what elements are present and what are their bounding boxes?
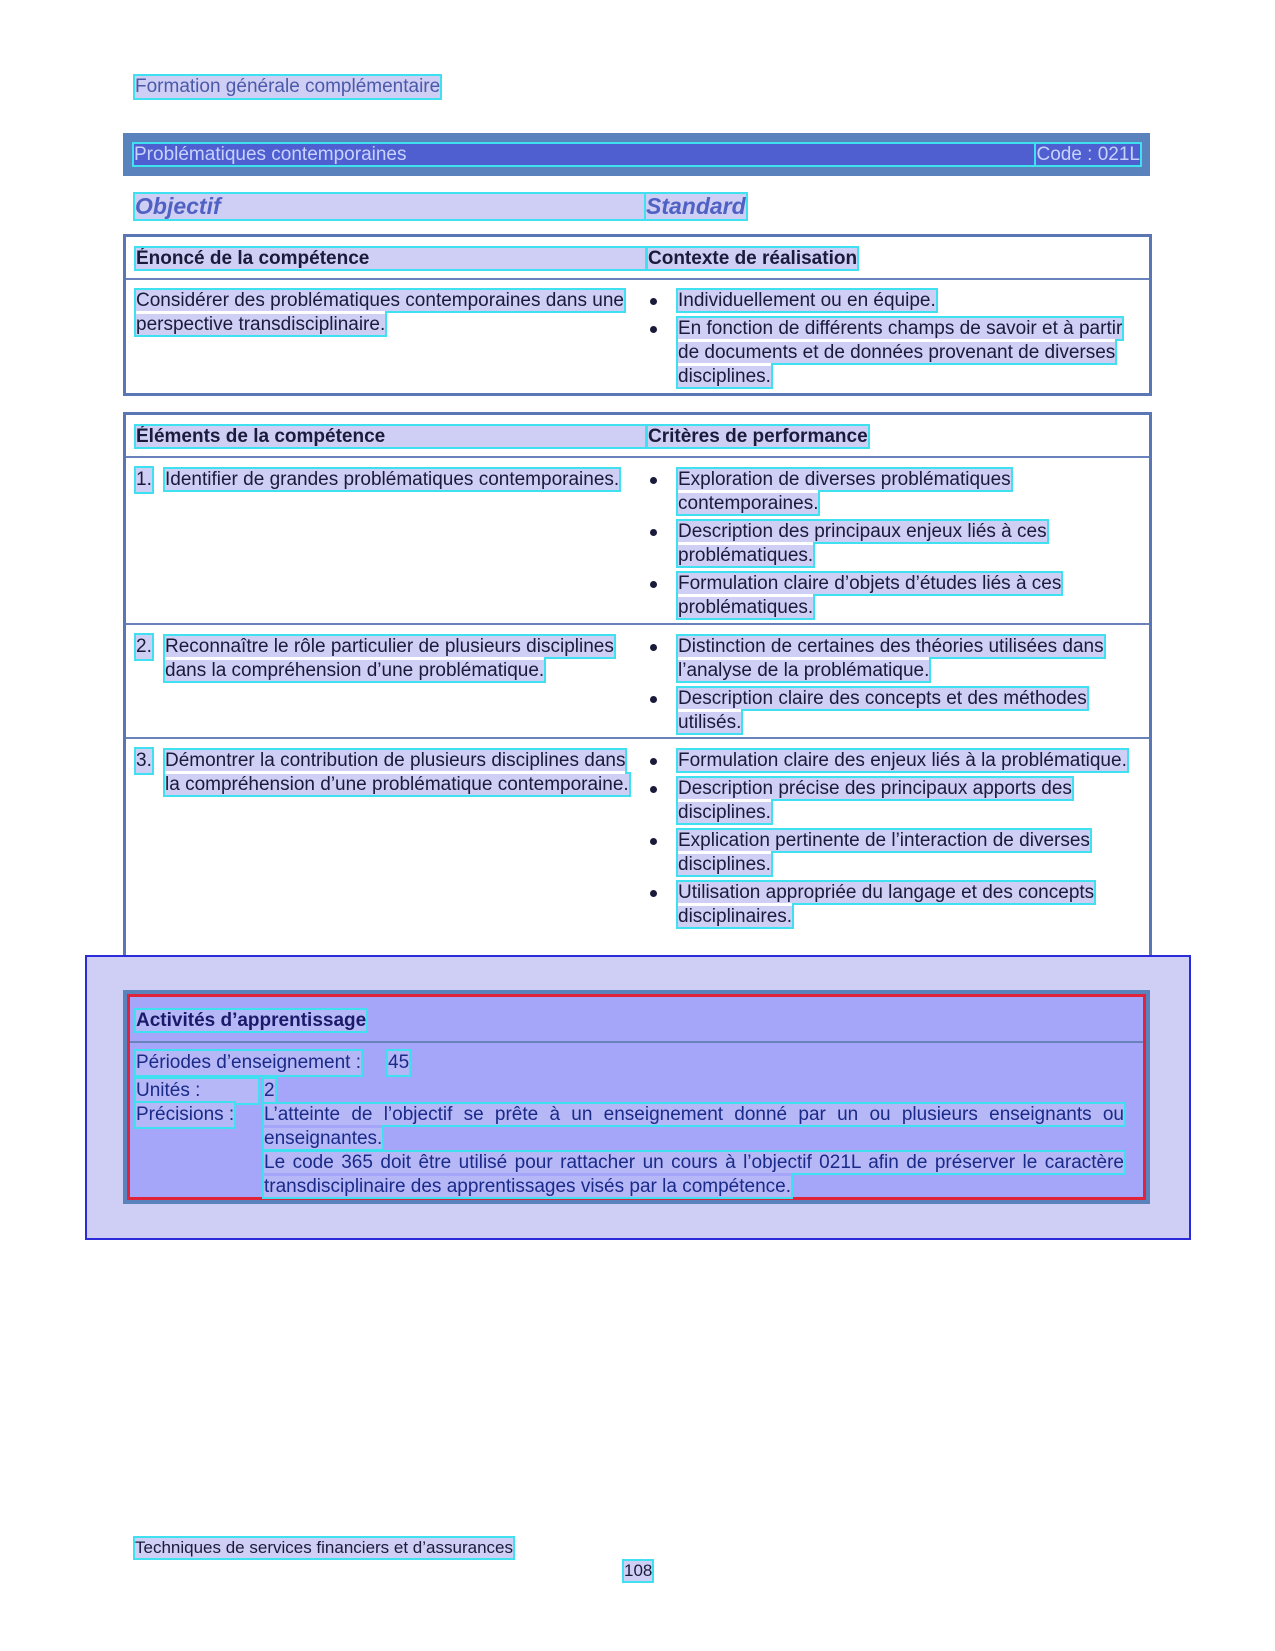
element-number: 2. [136, 636, 152, 657]
footer-program: Techniques de services financiers et d’assurances [135, 1538, 513, 1557]
criterion: Exploration de diverses problématiques contemporaines. [678, 469, 1011, 514]
criterion: Description claire des concepts et des méthodes utilisés. [678, 688, 1087, 733]
criteria-list [648, 635, 1128, 739]
element-text: Démontrer la contribution de plusieurs disciplines dans la compréhension d’une problématique contemporaine. [165, 750, 629, 795]
list-item [648, 687, 1128, 735]
competence-table-header [126, 237, 1149, 280]
activities-heading: Activités d’apprentissage [136, 1010, 367, 1031]
bullet-icon [650, 644, 657, 651]
course-title: Problématiques contemporaines [134, 144, 407, 165]
criterion: Explication pertinente de l’interaction de diverses disciplines. [678, 830, 1090, 875]
criterion: Formulation claire des enjeux liés à la problématique. [678, 750, 1127, 771]
element-cell [136, 468, 645, 492]
list-item [648, 317, 1128, 389]
bullet-icon [650, 696, 657, 703]
table-row [126, 737, 1149, 957]
elements-heading: Éléments de la compétence [136, 426, 645, 447]
element-text: Reconnaître le rôle particulier de plusieurs disciplines dans la compréhension d’une problématique. [165, 636, 614, 681]
precisions-paragraph: Le code 365 doit être utilisé pour rattacher un cours à l’objectif 021L afin de préserver le caractère transdisciplinaire des apprentissages visés par la compétence. [264, 1152, 1124, 1197]
competence-statement-heading: Énoncé de la compétence [136, 248, 645, 269]
criteria-list [648, 749, 1128, 933]
criterion: Utilisation appropriée du langage et des concepts disciplinaires. [678, 882, 1095, 927]
table-row [126, 468, 1149, 631]
units-value: 2 [264, 1080, 275, 1101]
bullet-icon [650, 581, 657, 588]
competence-statement-text: Considérer des problématiques contemporaines dans une perspective transdisciplinaire. [136, 290, 624, 335]
list-item [648, 289, 1128, 313]
criterion: Description précise des principaux apports des disciplines. [678, 778, 1072, 823]
course-code: Code : 021L [1036, 144, 1140, 165]
periods-label: Périodes d’enseignement : [136, 1052, 361, 1073]
list-item [648, 468, 1128, 516]
bullet-icon [650, 529, 657, 536]
bullet-icon [650, 326, 657, 333]
bullet-icon [650, 838, 657, 845]
divider [130, 1041, 1143, 1043]
list-item [648, 749, 1128, 773]
criterion: Distinction de certaines des théories utilisées dans l’analyse de la problématique. [678, 636, 1104, 681]
list-item [648, 520, 1128, 568]
competence-statement [136, 289, 645, 337]
element-text: Identifier de grandes problématiques contemporaines. [165, 469, 620, 490]
elements-table-header [126, 415, 1149, 458]
periods-value: 45 [388, 1052, 410, 1073]
bullet-icon [650, 786, 657, 793]
table-row [126, 623, 1149, 739]
program-title: Formation générale complémentaire [135, 76, 441, 97]
context-heading: Contexte de réalisation [648, 248, 858, 269]
bullet-icon [650, 298, 657, 305]
page-number: 108 [624, 1561, 653, 1580]
criterion: Formulation claire d’objets d’études liés à ces problématiques. [678, 573, 1062, 618]
context-item: En fonction de différents champs de savoir et à partir de documents et de données provenant de diverses disciplines. [678, 318, 1123, 387]
list-item [648, 829, 1128, 877]
precisions-label: Précisions : [136, 1104, 235, 1125]
list-item [648, 777, 1128, 825]
criteria-heading: Critères de performance [648, 426, 868, 447]
competence-table [123, 234, 1152, 396]
context-list [648, 289, 1128, 393]
objective-heading: Objectif [135, 194, 645, 219]
units-label: Unités : [136, 1079, 258, 1103]
criteria-list [648, 468, 1128, 624]
course-title-bar [123, 133, 1150, 176]
element-cell [136, 635, 645, 683]
element-number: 1. [136, 469, 152, 490]
bullet-icon [650, 758, 657, 765]
bullet-icon [650, 890, 657, 897]
bullet-icon [650, 477, 657, 484]
activities-panel [127, 994, 1146, 1200]
element-number: 3. [136, 750, 152, 771]
activities-box [123, 990, 1150, 1204]
precisions-paragraph: L’atteinte de l’objectif se prête à un enseignement donné par un ou plusieurs enseignants ou enseignantes. [264, 1104, 1124, 1149]
element-cell [136, 749, 645, 797]
context-item: Individuellement ou en équipe. [678, 290, 936, 311]
standard-heading: Standard [646, 193, 746, 219]
precisions-text [264, 1103, 1124, 1199]
list-item [648, 635, 1128, 683]
list-item [648, 881, 1128, 929]
criterion: Description des principaux enjeux liés à ces problématiques. [678, 521, 1047, 566]
elements-table [123, 412, 1152, 961]
list-item [648, 572, 1128, 620]
